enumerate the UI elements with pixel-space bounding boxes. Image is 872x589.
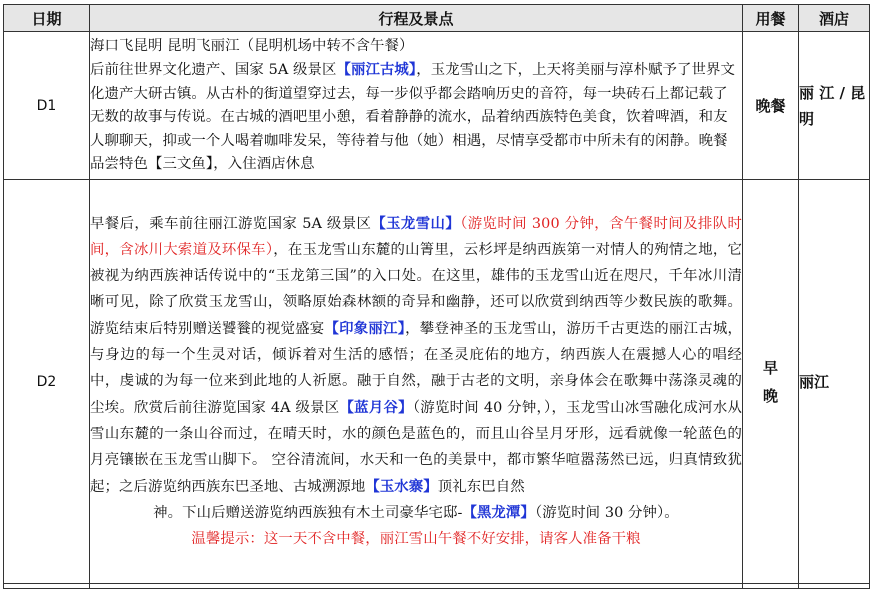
spot-yushui-village: 【玉水寨】 [365, 477, 438, 495]
d2-last-line [90, 500, 742, 526]
header-meals: 用餐 [743, 5, 799, 32]
day-label-d1: D1 [4, 32, 90, 180]
spot-impression-lijiang: 【印象丽江】 [324, 319, 406, 337]
d2-text-d: （游览时间 40 分钟，），玉龙雪山冰雪融化成河水从雪山东麓的一条山谷而过，在晴天时，水的颜色是蓝色的，而且山谷呈月牙形，远看就像一轮蓝色的月亮镶嵌在玉龙雪山脚下。 空谷清流间，水天和一色的美景中，都市繁华喧嚣荡然已远，归真情致犹起；之后游览纳西族东巴圣地、古城溯源地 [90, 399, 742, 495]
d2-text-e: 顶礼东巴自然 [437, 478, 525, 495]
day-row-d1 [4, 32, 870, 180]
d1-paragraph [90, 58, 742, 177]
d2-text-g: （游览时间 30 分钟）。 [534, 504, 679, 521]
d2-visit-time-note: （游览时间 300 分钟，含午餐时间及排队时间，含冰川大索道及环保车） [90, 215, 742, 258]
d2-paragraph [90, 211, 742, 500]
route-desc-d2 [90, 180, 743, 584]
meals-d1: 晚餐 [743, 32, 799, 180]
hotel-d1: 丽 江 / 昆明 [799, 32, 870, 180]
meals-d2 [743, 180, 799, 584]
route-desc-d1 [90, 32, 743, 180]
day-label-d2: D2 [4, 180, 90, 584]
spot-lijiang-old-town: 【丽江古城】 [336, 61, 417, 78]
spot-black-dragon-pool: 【黑龙潭】 [462, 503, 535, 521]
next-row-edge [4, 584, 870, 589]
d2-text-f: 神。下山后赠送游览纳西族独有木土司豪华宅邸- [153, 504, 463, 521]
header-hotel: 酒店 [799, 5, 870, 32]
d1-text-a: 后前往世界文化遗产、国家 5A 级景区 [90, 62, 337, 78]
d2-text-b: ，在玉龙雪山东麓的山箐里，云杉坪是纳西族第一对情人的殉情之地，它被视为纳西族神话传说中的“玉龙第三国”的入口处。在这里，雄伟的玉龙雪山近在咫尺，千年冰川清晰可见，除了欣赏玉龙雪山，领略原始森林额的奇异和幽静，还可以欣赏到纳西等少数民族的歌舞。游览结束后特别赠送饕餮的视觉盛宴 [90, 241, 742, 337]
meal-breakfast: 早 [762, 358, 778, 377]
day-row-d2 [4, 180, 870, 584]
header-route: 行程及景点 [90, 5, 743, 32]
hotel-d2: 丽江 [799, 180, 870, 584]
d1-text-b: ，玉龙雪山之下，上天将美丽与淳朴赋予了世界文化遗产大研古镇。从古朴的街道望穿过去，每一步似乎都会踏响历史的音符，每一块砖石上都记载了无数的故事与传说。在古城的酒吧里小憩，看着静静的流水，品着纳西族特色美食，饮着啤酒，和友人聊聊天，抑或一个人喝着咖啡发呆，等待着与他（她）相遇，尽情享受都市中所未有的闲静。晚餐品尝特色【三文鱼】，入住酒店休息 [90, 62, 736, 172]
d2-text-c: ，攀登神圣的玉龙雪山，游历千古更迭的丽江古城，与身边的每一个生灵对话，倾诉着对生活的感悟；在圣灵庇佑的地方，纳西族人在震撼人心的唱经中，虔诚的为每一位来到此地的人祈愿。融于自然，融于古老的文明，亲身体会在歌舞中荡涤灵魂的尘埃。欣赏后前往游览国家 4A 级景区 [90, 320, 742, 416]
header-row [4, 5, 870, 32]
d2-text-a: 早餐后，乘车前往丽江游览国家 5A 级景区 [90, 215, 372, 232]
warm-tip: 温馨提示：这一天不含中餐，丽江雪山午餐不好安排，请客人准备干粮 [191, 531, 641, 548]
header-day: 日期 [4, 5, 90, 32]
itinerary-table [3, 4, 870, 589]
spot-blue-moon-valley: 【蓝月谷】 [339, 398, 413, 416]
spot-jade-dragon-snow-mountain: 【玉龙雪山】 [371, 214, 461, 232]
meal-dinner: 晚 [762, 386, 778, 405]
d1-flight-line: 海口飞昆明 昆明飞丽江（昆明机场中转不含午餐） [90, 37, 414, 54]
